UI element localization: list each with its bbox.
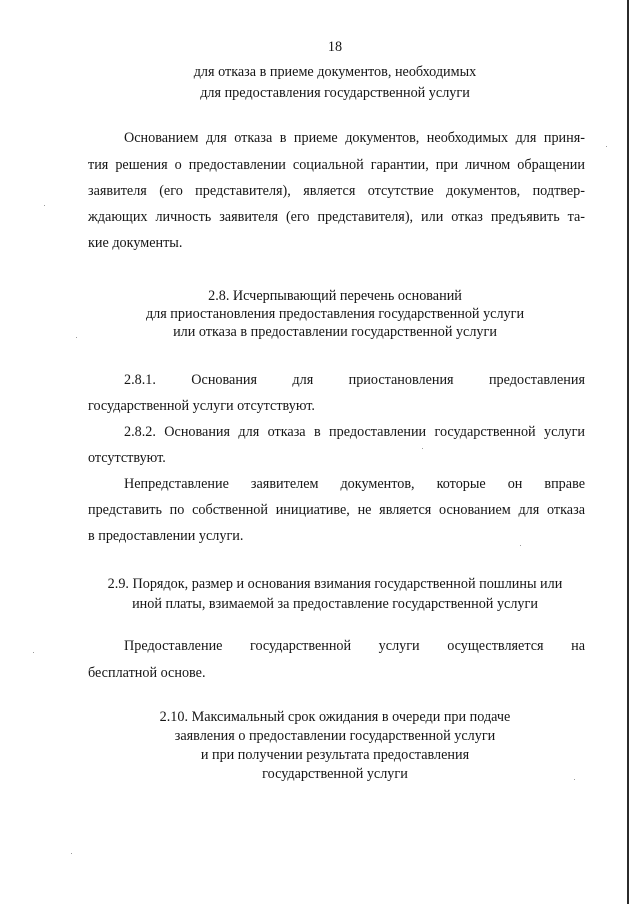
paragraph-line: 2.8.2. Основания для отказа в предоставлении государственной услуги [124,424,585,440]
heading-line: для предоставления государственной услуги [200,85,470,101]
paragraph-line: Непредставление заявителем документов, которые он вправе [124,476,585,492]
paragraph-line: Основанием для отказа в приеме документов, необходимых для приня- [124,130,585,146]
paragraph-line: ждающих личность заявителя (его представителя), или отказ предъявить та- [88,209,585,225]
paragraph-line: Предоставление государственной услуги осуществляется на [124,638,585,654]
heading-line: заявления о предоставлении государственной услуги [174,728,496,744]
heading-line: иной платы, взимаемой за предоставление государственной услуги [132,596,538,612]
paragraph-line: кие документы. [88,235,183,251]
heading-line: и при получении результата предоставления [200,747,470,763]
heading-line: или отказа в предоставлении государственной услуги [173,324,497,340]
heading-line: для отказа в приеме документов, необходимых [193,64,477,80]
paragraph-line: заявителя (его представителя), является отсутствие документов, подтвер- [88,183,585,199]
paragraph-line: государственной услуги отсутствуют. [88,398,315,414]
paragraph-line: представить по собственной инициативе, не является основанием для отказа [88,502,585,518]
heading-line: 2.9. Порядок, размер и основания взимания государственной пошлины или [107,576,563,592]
heading-line: 2.10. Максимальный срок ожидания в очереди при подаче [159,709,511,725]
page-number: 18 [327,39,343,55]
paragraph-line: тия решения о предоставлении социальной гарантии, при личном обращении [88,157,585,173]
paragraph-line: 2.8.1. Основания для приостановления предоставления [124,372,585,388]
heading-line: для приостановления предоставления государственной услуги [145,306,525,322]
paragraph-line: отсутствуют. [88,450,166,466]
heading-line: государственной услуги [262,766,408,782]
paragraph-line: бесплатной основе. [88,665,206,681]
heading-line: 2.8. Исчерпывающий перечень оснований [208,288,462,304]
paragraph-line: в предоставлении услуги. [88,528,244,544]
